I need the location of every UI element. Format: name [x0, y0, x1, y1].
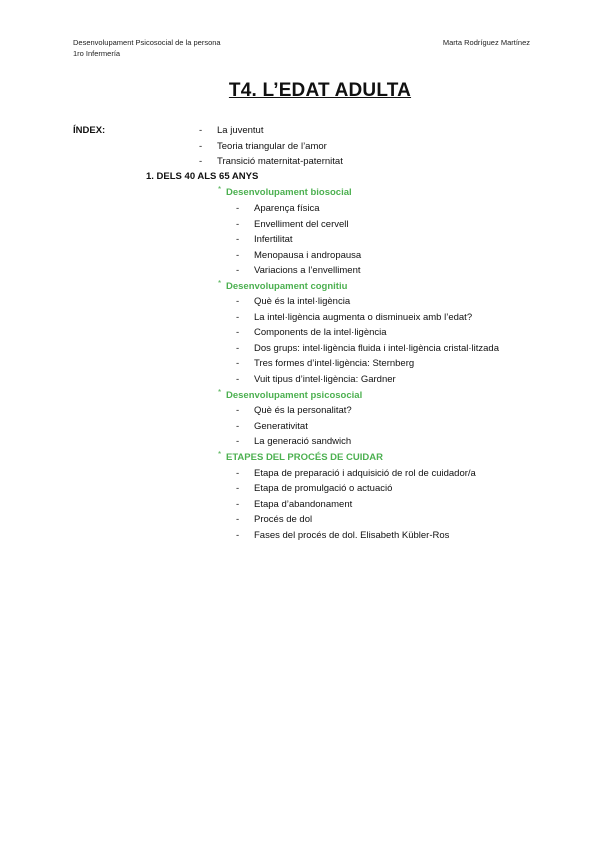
bullet-dash: - [236, 421, 240, 432]
bullet-dash: - [236, 312, 240, 323]
list-item: Etapa de promulgació o actuació [254, 483, 393, 494]
bullet-dash: - [236, 374, 240, 385]
bullet-dash: - [236, 530, 240, 541]
bullet-dash: - [236, 250, 240, 261]
list-item: Generativitat [254, 421, 308, 432]
list-item: La generació sandwich [254, 436, 352, 447]
bullet-dash: - [236, 203, 240, 214]
page-title: T4. L’EDAT ADULTA [228, 80, 412, 101]
bullet-star-icon: * [218, 388, 222, 397]
list-item: Què és la personalitat? [254, 405, 352, 416]
list-item: Components de la intel·ligència [254, 327, 387, 338]
bullet-dash: - [236, 499, 240, 510]
bullet-dash: - [236, 483, 240, 494]
list-item: Què és la intel·ligència [254, 296, 351, 307]
list-item: Envelliment del cervell [254, 219, 349, 230]
bullet-dash: - [236, 219, 240, 230]
bullet-dash: - [199, 156, 203, 167]
course-name: Desenvolupament Psicosocial de la persona [73, 38, 221, 47]
index-label: ÍNDEX: [73, 125, 106, 136]
bullet-star-icon: * [218, 185, 222, 194]
bullet-dash: - [236, 405, 240, 416]
list-item: Procés de dol [254, 514, 313, 525]
bullet-dash: - [199, 125, 203, 136]
group-title: Desenvolupament biosocial [226, 187, 352, 198]
bullet-dash: - [236, 343, 240, 354]
header-left [73, 37, 221, 59]
bullet-star-icon: * [218, 450, 222, 459]
bullet-dash: - [236, 234, 240, 245]
list-item: Menopausa i andropausa [254, 250, 362, 261]
bullet-dash: - [199, 141, 203, 152]
group-title: Desenvolupament cognitiu [226, 281, 348, 292]
list-item: Dos grups: intel·ligència fluida i intel·ligència cristal·litzada [254, 343, 500, 354]
group-title: ETAPES DEL PROCÉS DE CUIDAR [226, 452, 383, 463]
index-item: La juventut [217, 125, 264, 136]
list-item: Tres formes d’intel·ligència: Sternberg [254, 358, 415, 369]
list-item: Vuit tipus d’intel·ligència: Gardner [254, 374, 396, 385]
bullet-dash: - [236, 358, 240, 369]
list-item: Etapa d’abandonament [254, 499, 353, 510]
bullet-dash: - [236, 265, 240, 276]
index-item: Transició maternitat-paternitat [217, 156, 343, 167]
bullet-dash: - [236, 327, 240, 338]
list-item: Variacions a l’envelliment [254, 265, 361, 276]
list-item: Fases del procés de dol. Elisabeth Kübler-Ros [254, 530, 450, 541]
list-item: Infertilitat [254, 234, 293, 245]
group-title: Desenvolupament psicosocial [226, 390, 363, 401]
bullet-dash: - [236, 514, 240, 525]
index-item: Teoria triangular de l’amor [217, 141, 327, 152]
bullet-star-icon: * [218, 279, 222, 288]
list-item: La intel·ligència augmenta o disminueix amb l’edat? [254, 312, 473, 323]
list-item: Etapa de preparació i adquisició de rol de cuidador/a [254, 468, 476, 479]
author-name: Marta Rodríguez Martínez [442, 38, 530, 47]
section-heading: 1. DELS 40 ALS 65 ANYS [146, 171, 259, 182]
bullet-dash: - [236, 296, 240, 307]
bullet-dash: - [236, 436, 240, 447]
bullet-dash: - [236, 468, 240, 479]
list-item: Aparença física [254, 203, 320, 214]
course-year: 1ro Infermería [73, 49, 121, 58]
